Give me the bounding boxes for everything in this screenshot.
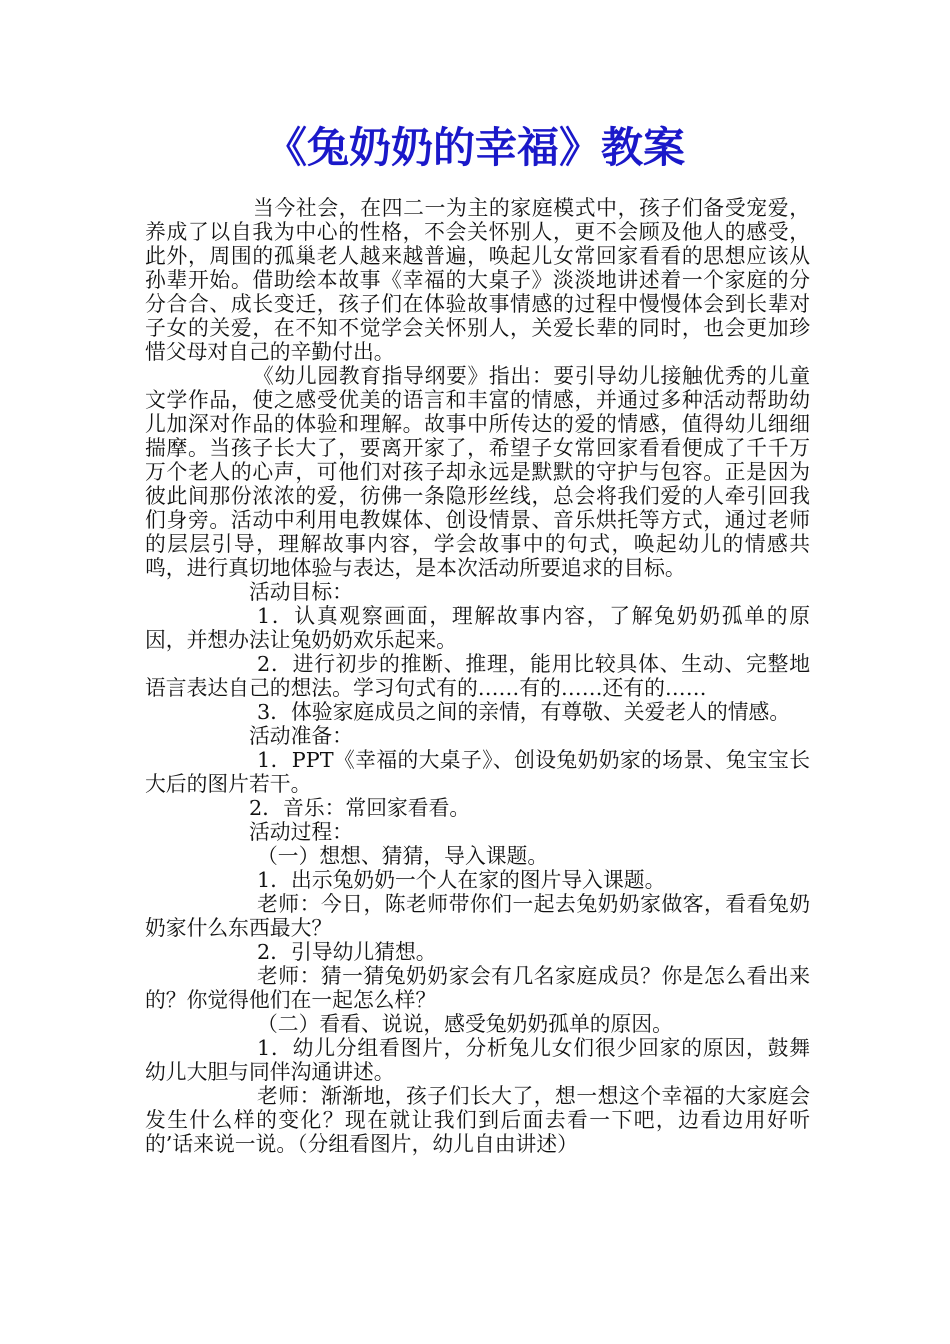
process-step-2: 2．引导幼儿猜想。 xyxy=(257,940,437,964)
heading-activity-preparation: 活动准备： xyxy=(249,724,353,748)
paragraph-guideline: 《幼儿园教育指导纲要》指出：要引导幼儿接触优秀的儿童文学作品，使之感受优美的语言和丰富的情感，并通过多种活动帮助幼儿加深对作品的体验和理解。故事中所传达的爱的情感，值得幼儿细细揣摩。当孩子长大了，要离开家了，希望子女常回家看看便成了千千万万个老人的心声，可他们对孩子却永远是默默的守护与包容。正是因为彼此间那份浓浓的爱，彷佛一条隐形丝线，总会将我们爱的人牵引回我们身旁。活动中利用电教媒体、创设情景、音乐烘托等方式，通过老师的层层引导，理解故事内容，学会故事中的句式，唤起幼儿的情感共鸣，进行真切地体验与表达，是本次活动所要追求的目标。 xyxy=(145,364,810,580)
document-title: 《兔奶奶的幸福》教案 xyxy=(264,123,685,172)
process-section-1: （一）想想、猜猜，导入课题。 xyxy=(257,844,549,868)
heading-activity-goals: 活动目标： xyxy=(249,580,353,604)
teacher-line-1: 老师：今日，陈老师带你们一起去兔奶奶家做客，看看兔奶奶家什么东西最大？ xyxy=(145,892,810,940)
process-section-2: （二）看看、说说，感受兔奶奶孤单的原因。 xyxy=(257,1012,673,1036)
goal-item-1: 1．认真观察画面，理解故事内容，了解兔奶奶孤单的原因，并想办法让兔奶奶欢乐起来。 xyxy=(145,604,810,652)
goal-item-2: 2．进行初步的推断、推理，能用比较具体、生动、完整地语言表达自己的想法。学习句式有的……有的……还有的…… xyxy=(145,652,810,700)
paragraph-intro: 当今社会，在四二一为主的家庭模式中，孩子们备受宠爱，养成了以自我为中心的性格，不会关怀别人，更不会顾及他人的感受，此外，周围的孤巢老人越来越普遍，唤起儿女常回家看看的思想应该从孙辈开始。借助绘本故事《幸福的大桌子》淡淡地讲述着一个家庭的分分合合、成长变迁，孩子们在体验故事情感的过程中慢慢体会到长辈对子女的关爱，在不知不觉学会关怀别人，关爱长辈的同时，也会更加珍惜父母对自己的辛勤付出。 xyxy=(145,196,810,364)
process-step-3: 1．幼儿分组看图片，分析兔儿女们很少回家的原因，鼓舞幼儿大胆与同伴沟通讲述。 xyxy=(145,1036,810,1084)
document-body xyxy=(145,196,810,1156)
goal-item-3: 3．体验家庭成员之间的亲情，有尊敬、关爱老人的情感。 xyxy=(257,700,791,724)
preparation-item-2: 2．音乐：常回家看看。 xyxy=(249,796,471,820)
process-step-1: 1．出示兔奶奶一个人在家的图片导入课题。 xyxy=(257,868,666,892)
heading-activity-process: 活动过程： xyxy=(249,820,353,844)
teacher-line-2: 老师：猜一猜兔奶奶家会有几名家庭成员？你是怎么看出来的？你觉得他们在一起怎么样？ xyxy=(145,964,810,1012)
preparation-item-1: 1．PPT《幸福的大桌子》、创设兔奶奶家的场景、兔宝宝长大后的图片若干。 xyxy=(145,748,810,796)
teacher-line-3: 老师：渐渐地，孩子们长大了，想一想这个幸福的大家庭会发生什么样的变化？现在就让我们到后面去看一下吧，边看边用好听的’话来说一说。（分组看图片，幼儿自由讲述） xyxy=(145,1084,810,1156)
